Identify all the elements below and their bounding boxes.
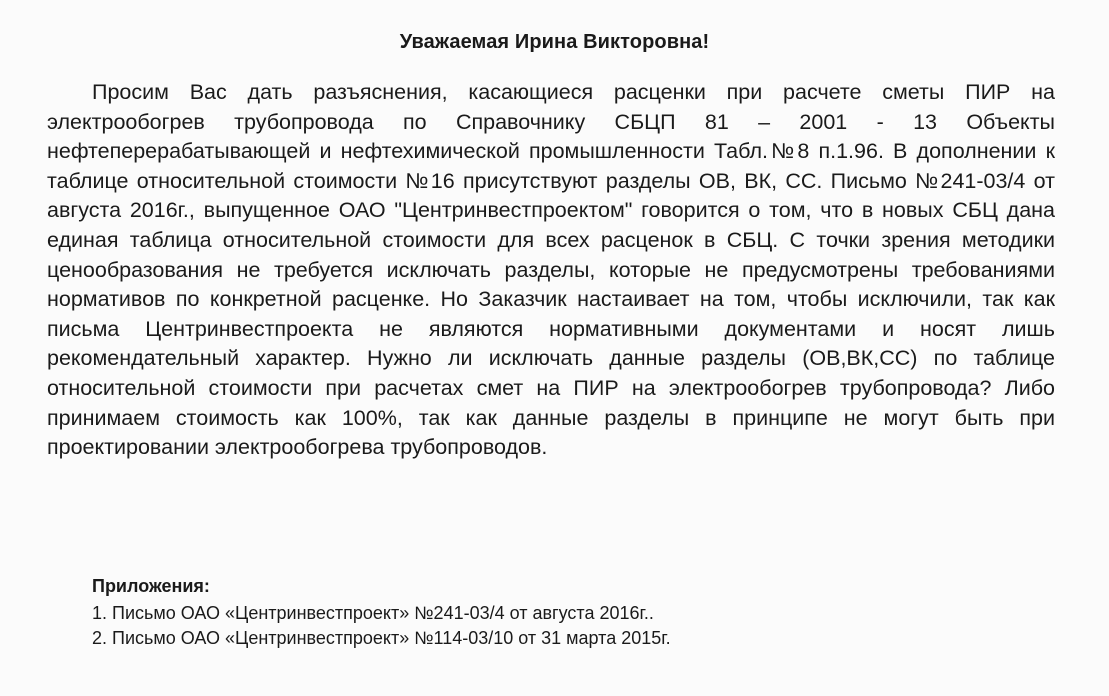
letter-body-paragraph: Просим Вас дать разъяснения, касающиеся расценки при расчете сметы ПИР на электрообогрев трубопровода по Справочнику СБЦП 81 – 2001 - 13 Объекты нефтеперерабатывающей и нефтехимической промышленности Табл.№8 п.1.96. В дополнении к таблице относительной стоимости №16 присутствуют разделы ОВ, ВК, СС. Письмо №241-03/4 от августа 2016г., выпущенное ОАО "Центринвестпроектом" говорится о том, что в новых СБЦ дана единая таблица относительной стоимости для всех расценок в СБЦ. С точки зрения методики ценообразования не требуется исключать разделы, которые не предусмотрены требованиями нормативов по конкретной расценке. Но Заказчик настаивает на том, чтобы исключили, так как письма Центринвестпроекта не являются нормативными документами и носят лишь рекомендательный характер. Нужно ли исключать данные разделы (ОВ,ВК,СС) по таблице относительной стоимости при расчетах смет на ПИР на электрообогрев трубопровода? Либо принимаем стоимость как 100%, так как данные разделы в принципе не могут быть при проектировании электрообогрева трубопроводов.: [47, 80, 1055, 460]
greeting-heading: Уважаемая Ирина Викторовна!: [399, 31, 710, 53]
attachment-item: 1. Письмо ОАО «Центринвестпроект» №241-03/4 от августа 2016г..: [92, 603, 654, 623]
attachments-list: [92, 601, 992, 651]
attachment-item: 2. Письмо ОАО «Центринвестпроект» №114-03/10 от 31 марта 2015г.: [92, 628, 671, 648]
attachments-title: Приложения:: [92, 576, 210, 596]
attachments-section: [92, 574, 992, 651]
